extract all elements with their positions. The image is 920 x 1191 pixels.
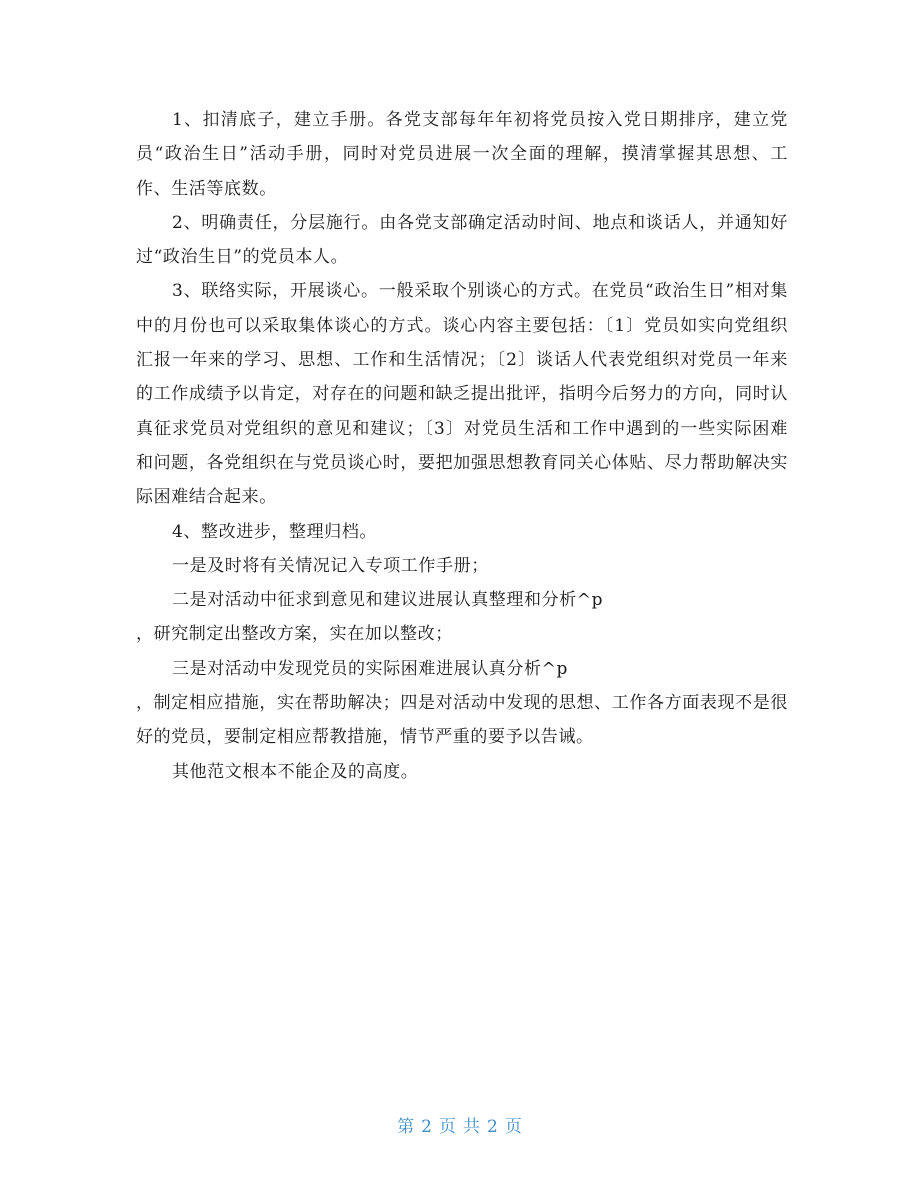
paragraph-9: ，制定相应措施，实在帮助解决；四是对活动中发现的思想、工作各方面表现不是很好的党员，要制定相应帮教措施，情节严重的要予以告诫。	[136, 693, 788, 748]
page-footer	[0, 1112, 920, 1137]
paragraph-6: 二是对活动中征求到意见和建议进展认真整理和分析^p	[172, 590, 604, 611]
paragraph-4: 4、整改进步，整理归档。	[172, 521, 378, 542]
footer-total-pages: 2	[487, 1117, 499, 1137]
paragraph-5: 一是及时将有关情况记入专项工作手册；	[172, 555, 489, 576]
document-body	[136, 103, 788, 789]
paragraph-7: ，研究制定出整改方案，实在加以整改；	[136, 624, 453, 645]
paragraph-1: 1、扣清底子，建立手册。各党支部每年年初将党员按入党日期排序，建立党员“政治生日”活动手册，同时对党员进展一次全面的理解，摸清掌握其思想、工作、生活等底数。	[136, 110, 788, 199]
footer-suffix: 页	[504, 1117, 523, 1137]
paragraph-10: 其他范文根本不能企及的高度。	[172, 761, 419, 782]
footer-current-page: 2	[421, 1117, 433, 1137]
footer-prefix: 第	[397, 1117, 416, 1137]
paragraph-3: 3、联络实际，开展谈心。一般采取个别谈心的方式。在党员“政治生日”相对集中的月份也可以采取集体谈心的方式。谈心内容主要包括：〔1〕党员如实向党组织汇报一年来的学习、思想、工作和生活情况；〔2〕谈话人代表党组织对党员一年来的工作成绩予以肯定，对存在的问题和缺乏提出批评，指明今后努力的方向，同时认真征求党员对党组织的意见和建议；〔3〕对党员生活和工作中遇到的一些实际困难和问题，各党组织在与党员谈心时，要把加强思想教育同关心体贴、尽力帮助解决实际困难结合起来。	[136, 281, 788, 508]
paragraph-2: 2、明确责任，分层施行。由各党支部确定活动时间、地点和谈话人，并通知好过“政治生日”的党员本人。	[136, 212, 788, 268]
paragraph-8: 三是对活动中发现党员的实际困难进展认真分析^p	[172, 658, 568, 679]
footer-total-word: 共	[463, 1117, 481, 1137]
footer-page-word: 页	[439, 1117, 457, 1137]
